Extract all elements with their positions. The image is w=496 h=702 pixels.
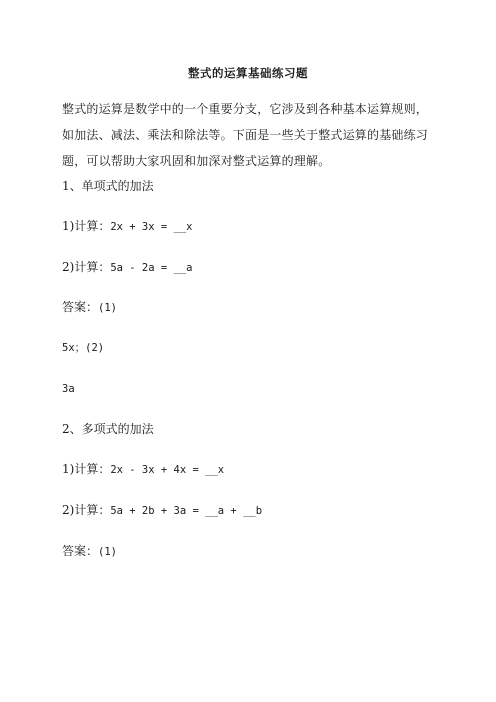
question-label: 1)计算： xyxy=(62,462,111,476)
answer-2 xyxy=(62,544,117,559)
answer-part: (1) xyxy=(98,302,117,314)
question-expression: 5a - 2a = __a xyxy=(110,262,193,274)
question-label: 1)计算： xyxy=(62,219,111,233)
question-1-1 xyxy=(62,219,193,234)
section-heading-2: 2、多项式的加法 xyxy=(62,422,154,436)
answer-1 xyxy=(62,300,117,315)
answer-label: 答案： xyxy=(62,544,99,558)
answer-1-line-3: 3a xyxy=(62,383,75,395)
answer-label: 答案： xyxy=(62,300,99,314)
question-2-1 xyxy=(62,462,224,477)
question-1-2 xyxy=(62,260,193,275)
section-heading-1: 1、单项式的加法 xyxy=(62,179,154,193)
document-title: 整式的运算基础练习题 xyxy=(188,66,308,80)
intro-paragraph: 整式的运算是数学中的一个重要分支，它涉及到各种基本运算规则，如加法、减法、乘法和除法等。下面是一些关于整式运算的基础练习题，可以帮助大家巩固和加深对整式运算的理解。 xyxy=(62,102,429,168)
answer-1-line-2: 5x；(2) xyxy=(62,342,105,354)
question-expression: 2x + 3x = __x xyxy=(110,221,193,233)
answer-part: (1) xyxy=(98,546,117,558)
question-expression: 5a + 2b + 3a = __a + __b xyxy=(110,505,263,517)
question-2-2 xyxy=(62,503,262,518)
question-expression: 2x - 3x + 4x = __x xyxy=(110,464,225,476)
question-label: 2)计算： xyxy=(62,260,111,274)
question-label: 2)计算： xyxy=(62,503,111,517)
